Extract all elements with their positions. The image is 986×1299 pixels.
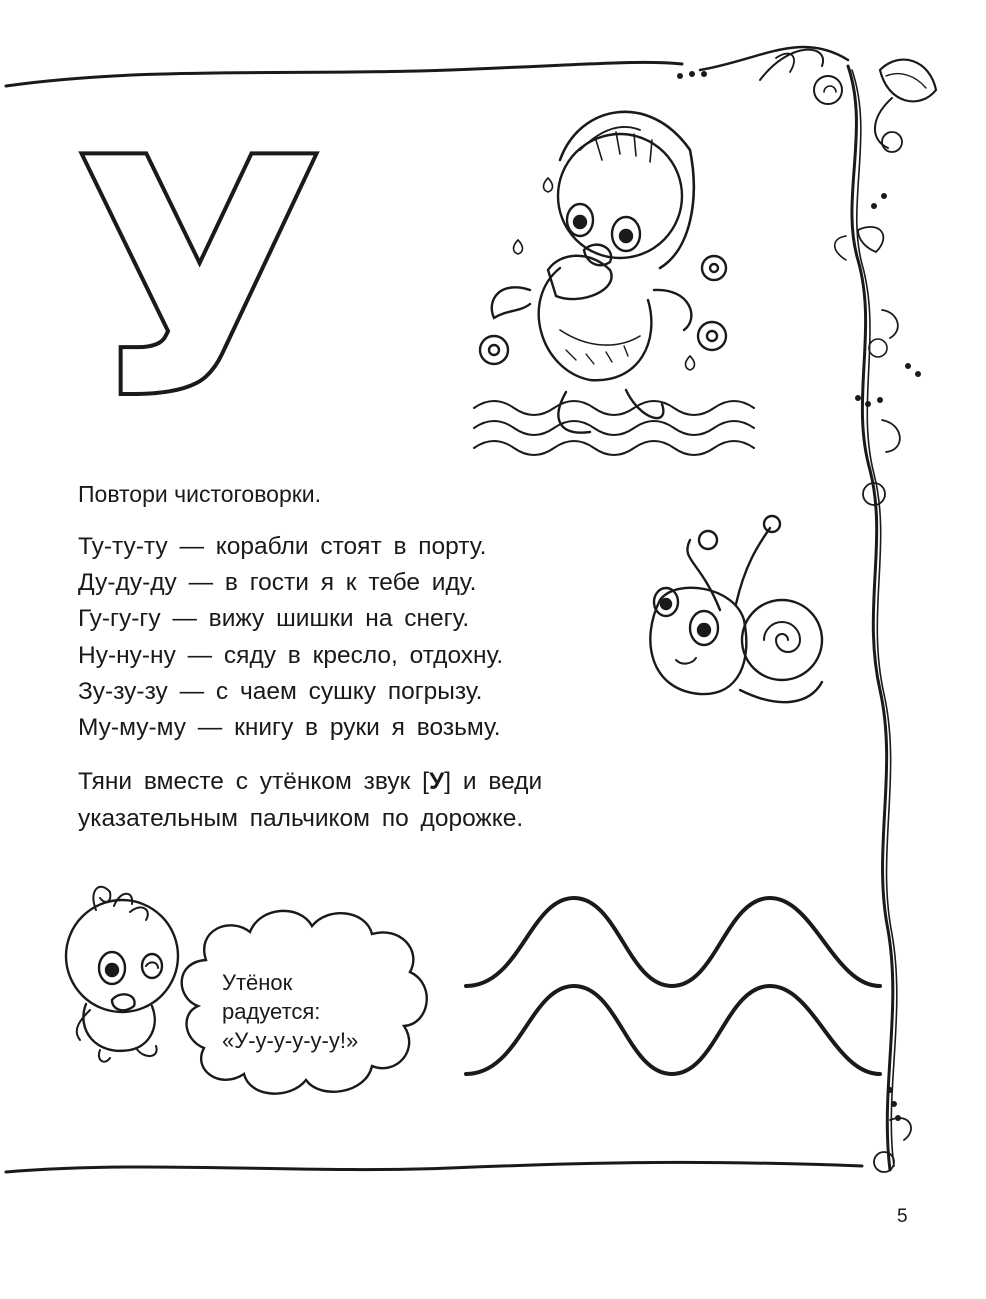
tongue-twister-line: Му-му-му — книгу в руки я возьму. [78, 714, 501, 742]
speech-line: Утёнок [222, 970, 293, 995]
instruction-trace-line2: указательным пальчиком по дорожке. [78, 804, 524, 832]
tongue-twister-line: Зу-зу-зу — с чаем сушку погрызу. [78, 677, 483, 705]
instruction-trace-part: Тяни вместе с утёнком звук [ [78, 768, 429, 795]
tracing-wave-bottom[interactable] [466, 986, 880, 1074]
instruction-trace [78, 764, 648, 837]
page-number: 5 [897, 1206, 908, 1227]
big-letter-u: У [72, 88, 327, 472]
tracing-wave-top[interactable] [466, 898, 880, 986]
instruction-trace-part: ] и веди [444, 768, 543, 795]
speech-bubble-text [222, 968, 358, 1055]
speech-line: «У-у-у-у-у-у!» [222, 1028, 359, 1053]
instruction-trace-sound: У [428, 768, 445, 795]
tongue-twister-line: Ту-ту-ту — корабли стоят в порту. [78, 533, 487, 560]
tongue-twister-line: Гу-гу-гу — вижу шишки на снегу. [78, 605, 470, 633]
tongue-twister-list [78, 529, 503, 746]
tongue-twister-line: Ну-ну-ну — сяду в кресло, отдохну. [78, 641, 504, 669]
speech-line: радуется: [222, 999, 321, 1024]
instruction-repeat: Повтори чистоговорки. [78, 481, 322, 507]
tongue-twister-line: Ду-ду-ду — в гости я к тебе иду. [78, 569, 477, 597]
